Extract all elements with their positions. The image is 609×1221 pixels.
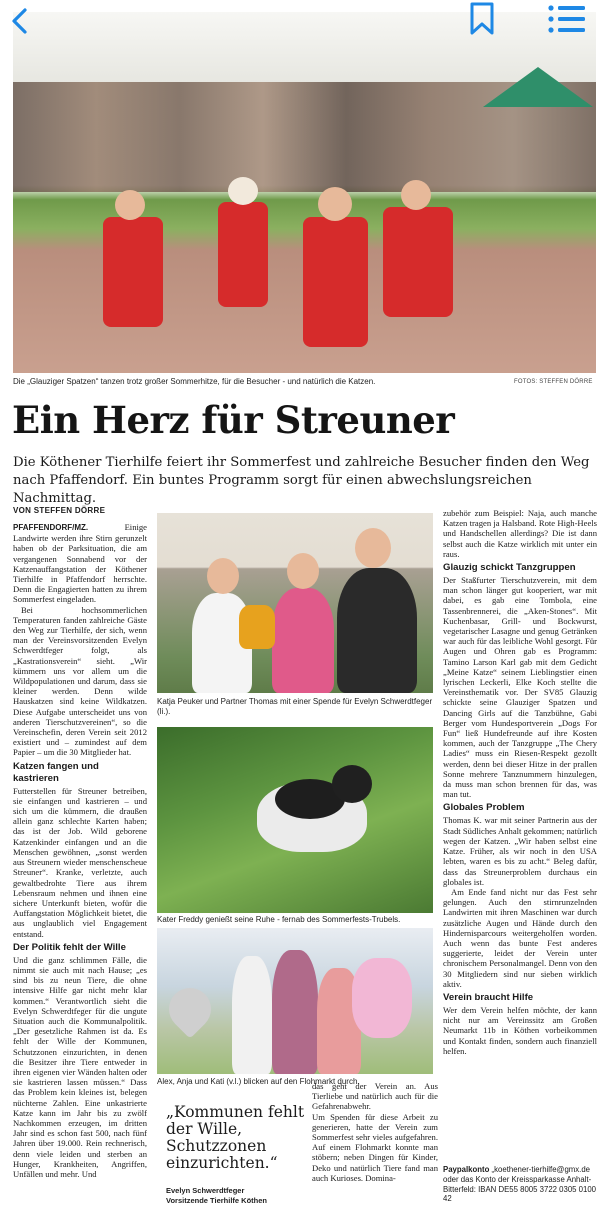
subheading: Katzen fangen und kastrieren [13,760,99,784]
pull-quote: „Kommunen fehlt der Wille, Schutzzonen einzurichten.“ [166,1103,305,1172]
byline: VON STEFFEN DÖRRE [13,506,106,515]
donation-bag [239,605,275,649]
person-right-head [355,528,391,568]
paypal-info [443,1165,603,1204]
paragraph: Der Staßfurter Tierschutzverein, mit dem man schon länger gut kooperiert, war mit dabei, es gab eine Tombola, eine Tassenbrennerei, die „Aken-Stones“. Mit Kuchenbasar, Grill- und Bockwurst, vegetarischer Lasagne und genug Getränken war auch für das leibliche Wohl gesorgt. Für Augen und Ohren gab es Programm: Tamino Larson Karl gab mit dem Gedicht „Meine Katze“ seinem Lieblingstier einen lyrischen Leckerli, Elke Koch stellte die Vereinsthematik vor. Der SV85 Glauzig schickte seine Glauziger Spatzen und Dancing Girls auf die Tanzbühne, Gabi Berger vom Hundesportverein „Dogs For Fun“ ließ Hundefreunde auf ihre Kosten kommen, auch der Tanzgruppe „The Chery Ladies“ muss ein Riesen-Respekt gezollt werden, denn bei dieser Hitze in der prallen Sonne mehrere Tanznummern hinzulegen, da muss man schon brennen für das, was man tut. [443,575,597,800]
pull-quote-name: Evelyn Schwerdtfeger [166,1186,245,1195]
child-head-2 [228,177,258,205]
article-headline: Ein Herz für Streuner [12,398,455,442]
child-head-3 [318,187,352,221]
paragraph [13,522,147,605]
list-menu-icon[interactable] [547,4,587,34]
child-dancer-1 [103,217,163,327]
paragraph: Wer dem Verein helfen möchte, der kann nicht nur am Vereinssitz am Großen Neumarkt 11b in Köthen vorbeikommen und Kontakt finden, sondern auch finanziell helfen. [443,1004,597,1056]
paragraph-text: Einige Landwirte werden ihre Stirn gerunzelt haben ob der Parksituation, die am vergangenen Sonnabend vor der Katzenauffangstation der Köthener Tierhilfe in Pfaffendorf herrschte. Denn die Engagierten hatten zu ihrem Sommerfest eingeladen. [13,522,147,605]
child-dancer-3 [303,217,368,347]
photo-flea-market [157,928,433,1074]
woman-left [232,956,272,1074]
mid2-photo-caption: Kater Freddy genießt seine Ruhe - fernab des Sommerfests-Trubels. [157,915,401,924]
subheading: Der Politik fehlt der Wille [13,941,126,953]
subheading: Globales Problem [443,802,525,814]
paragraph: zubehör zum Beispiel: Naja, auch manche Katzen tragen ja Halsband. Rote High-Heels und Handschellen allerdings? Die ist dann selbst auch die Katze wirklich mit unter ein raus. [443,508,597,559]
paypal-text: „koethener-tierhilfe@gmx.de oder das Konto der Kreissparkasse Anhalt-Bitterfeld: IBAN DE55 8005 3722 0305 0100 42 [443,1165,597,1204]
pull-quote-author [166,1186,306,1205]
top-toolbar [0,0,609,44]
pull-quote-role: Vorsitzende Tierhilfe Köthen [166,1195,267,1205]
column-bottom-middle [312,1081,438,1216]
column-left [13,522,147,1214]
arrow-left-icon[interactable] [6,6,36,36]
photo-dancing-children [13,12,596,373]
bookmark-icon[interactable] [465,2,499,36]
person-center [272,588,334,693]
paypal-label: Paypalkonto [443,1165,490,1174]
photo-credit: FOTOS: STEFFEN DÖRRE [514,379,593,385]
cat-head [332,765,372,803]
mid3-photo-caption: Alex, Anja und Kati (v.l.) blicken auf den Flohmarkt durch. [157,1077,360,1086]
unicorn-decor [352,958,412,1038]
heart-decor [160,979,219,1038]
paragraph: Futterstellen für Streuner betreiben, sie einfangen und kastrieren – und sich um die kümmern, die draußen allein ganz schlechte Karten haben; das ist der Job. Wild geborene Katzenkinder einfangen und an die Menschen gewöhnen, „sonst werden aus Streunern wieder menschenscheue Streuner“. Kranke, verletzte, auch gewaltbedrohte Tiere aus ihrem Lebensraum nehmen und ihnen eine sichere Unterkunft bieten, wofür die Auffangstation Möglichkeit bietet, die aus unglaublich viel Engagement entstand. [13,785,147,939]
child-dancer-2 [218,202,268,307]
paragraph: Und die ganz schlimmen Fälle, die nimmt sie auch mit nach Hause; „es sind bis zu neun Tiere, die ohne intensive Hilfe gar nicht mehr klar kommen.“ Verantwortlich sieht die Evelyn Schwerdtfeger für die ungute Situation auch die Kommunalpolitik. „Der gesetzliche Rahmen ist da. Es fehlt der Wille der Kommunen, Schutzzonen einzurichten, in denen die Besitzer ihre Tiere entweder in ihren eigenen vier Wänden halten oder sie kastrieren lassen müssen.“ Dass das Problem kein kleines ist, belegen nüchterne Zahlen. Eine unkastrierte Katze kann im Jahr bis zu zwölf Nachkommen erzeugen, im dritten Jahr sind es schon fast 500, nach fünf Jahren über 19.000. Rein rechnerisch, denn viele leiden und sterben an Hunger, Krankheiten, Angriffen, Unfällen und mehr. Und [13,954,147,1179]
paragraph: Am Ende fand nicht nur das Fest sehr gelungen. Auch den stirnrunzelnden Landwirten mit ihren Maschinen war durch zusätzliche Augen und Hände durch den Hindernisparcours weitergeholfen worden. Auch wenn das bunte Fest anderes suggerierte, leidet der Verein unter chronischem Personalmangel. Denn von den 30 Mitgliedern sind nur sieben wirklich aktiv. [443,886,597,989]
article-lead: Die Köthener Tierhilfe feiert ihr Sommerfest und zahlreiche Besucher finden den Weg nach Pfaffendorf. Ein buntes Programm sorgt für einen abwechslungsreichen Nachmittag. [13,455,590,506]
person-center-head [287,553,319,589]
dateline: PFAFFENDORF/MZ. [13,523,89,532]
mid1-photo-caption: Katja Peuker und Partner Thomas mit einer Spende für Evelyn Schwerdtfeger (li.). [157,697,433,716]
paragraph: Thomas K. war mit seiner Partnerin aus der Stadt Südliches Anhalt gekommen; natürlich wegen der Katzen. „Wir haben selbst eine Katze. Früher, als wir noch in den USA lebten, waren es bis zu acht.“ Beleg dafür, dass das Streunerproblem durchaus ein globales ist. [443,815,597,887]
subheading: Glauzig schickt Tanzgruppen [443,562,576,574]
person-right [337,568,417,693]
child-head-4 [401,180,431,210]
paragraph: Bei hochsommerlichen Temperaturen fanden zahlreiche Gäste den Weg zur Tierhilfe, der sich, wenn man der Vereinsvorsitzenden Evelyn Schwerdtfeger folgt, als „Kastrationsverein“ sieht. „Wir kümmern uns vor allem um die Wildpopulationen und darum, dass sie kleiner werden. Denn wilde Hauskatzen sind keine Wildkatzen. Diese Aufgabe unterscheidet uns von anderen Tierschutzvereinen“, so die Vereinschefin, deren Verein seit 2012 existiert und – zumindest auf dem Papier – um die 30 Mitglieder hat. [13,604,147,758]
child-dancer-4 [383,207,453,317]
paragraph: das geht der Verein an. Aus Tierliebe und natürlich auch für die Gefahrenabwehr. Um Spenden für diese Arbeit zu generieren, hatte der Verein zum Sommerfest sehr vieles aufgefahren. Auf einem Flohmarkt konnte man stöbern; neben Dingen für Kinder, Deko und natürlich Tiere fand man auch Kurioses. Domina- [312,1081,438,1183]
photo-donation [157,513,433,693]
woman-center [272,950,318,1074]
top-photo-caption: Die „Glauziger Spatzen“ tanzen trotz großer Sommerhitze, für die Besucher - und natürlich die Katzen. [13,377,376,386]
child-head-1 [115,190,145,220]
photo-cat-freddy [157,727,433,913]
person-left-head [207,558,239,594]
column-right [443,508,597,1214]
subheading: Verein braucht Hilfe [443,991,534,1003]
